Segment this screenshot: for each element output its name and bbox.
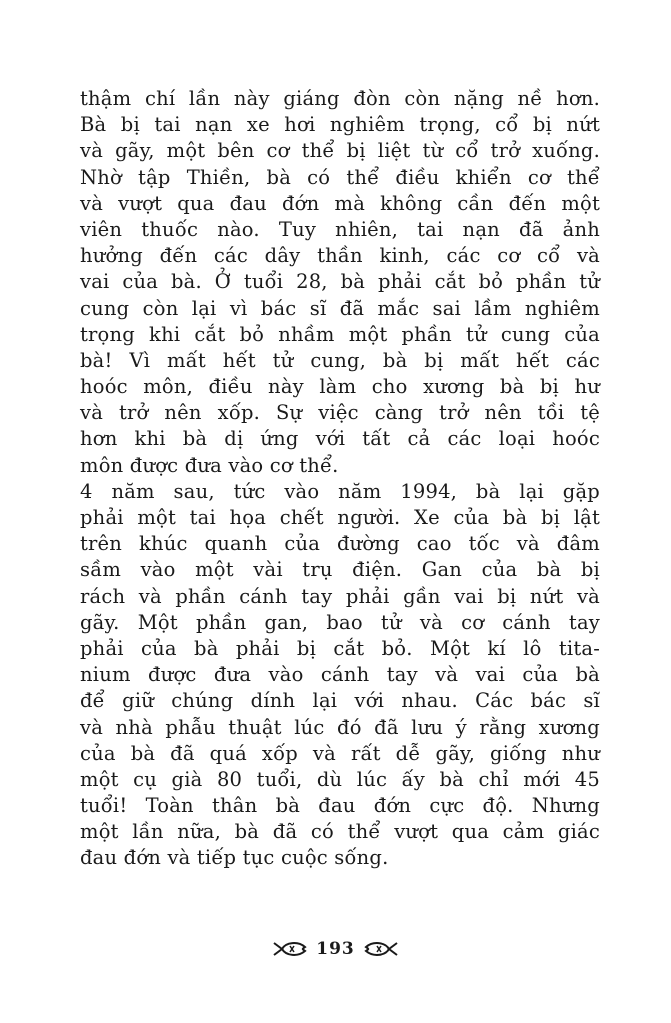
fish-ornament-left-icon: [272, 939, 308, 959]
text-line: và nhà phẫu thuật lúc đó đã lưu ý rằng xương: [80, 715, 600, 739]
text-line: rách và phần cánh tay phải gần vai bị nứt và: [80, 584, 600, 608]
text-line: Bà bị tai nạn xe hơi nghiêm trọng, cổ bị nứt: [80, 113, 600, 137]
fish-ornament-right-icon: [363, 939, 399, 959]
text-line: bà! Vì mất hết tử cung, bà bị mất hết các: [80, 348, 600, 372]
text-line: một lần nữa, bà đã có thể vượt qua cảm giác: [80, 820, 600, 844]
text-line: trọng khi cắt bỏ nhầm một phần tử cung của: [80, 322, 600, 346]
text-line: hoóc môn, điều này làm cho xương bà bị hư: [80, 375, 600, 399]
text-line: trên khúc quanh của đường cao tốc và đâm: [80, 532, 600, 556]
text-line: hơn khi bà dị ứng với tất cả các loại hoóc: [80, 427, 600, 451]
text-line: và gãy, một bên cơ thể bị liệt từ cổ trở xuống.: [80, 139, 600, 163]
text-line: phải của bà phải bị cắt bỏ. Một kí lô tita-: [80, 636, 600, 660]
text-line: nium được đưa vào cánh tay và vai của bà: [80, 663, 600, 687]
text-line: của bà đã quá xốp và rất dễ gãy, giống như: [80, 741, 600, 765]
page-number: 193: [316, 939, 355, 959]
text-line: hưởng đến các dây thần kinh, các cơ cổ và: [80, 244, 600, 268]
text-line: để giữ chúng dính lại với nhau. Các bác sĩ: [80, 689, 600, 713]
paragraph-end-line: đau đớn và tiếp tục cuộc sống.: [80, 846, 389, 870]
text-line: viên thuốc nào. Tuy nhiên, tai nạn đã ảnh: [80, 217, 600, 241]
text-line: và vượt qua đau đớn mà không cần đến một: [80, 191, 600, 215]
page-footer: [0, 934, 671, 964]
text-line: sầm vào một vài trụ điện. Gan của bà bị: [80, 558, 600, 582]
text-line: thậm chí lần này giáng đòn còn nặng nề hơn.: [80, 87, 600, 110]
text-line: gãy. Một phần gan, bao tử và cơ cánh tay: [80, 610, 600, 634]
paragraph-end-line: môn được đưa vào cơ thể.: [80, 453, 339, 477]
text-line: phải một tai họa chết người. Xe của bà bị lật: [80, 506, 600, 529]
text-line: vai của bà. Ở tuổi 28, bà phải cắt bỏ phần tử: [80, 270, 600, 294]
text-line: và trở nên xốp. Sự việc càng trở nên tồi tệ: [80, 401, 600, 425]
text-line: tuổi! Toàn thân bà đau đớn cực độ. Nhưng: [80, 794, 600, 818]
text-line: cung còn lại vì bác sĩ đã mắc sai lầm nghiêm: [80, 296, 600, 320]
text-line: Nhờ tập Thiền, bà có thể điều khiển cơ thể: [80, 165, 600, 189]
text-line: 4 năm sau, tức vào năm 1994, bà lại gặp: [80, 479, 600, 503]
text-line: một cụ già 80 tuổi, dù lúc ấy bà chỉ mới 45: [80, 767, 600, 791]
body-text: [80, 86, 600, 872]
